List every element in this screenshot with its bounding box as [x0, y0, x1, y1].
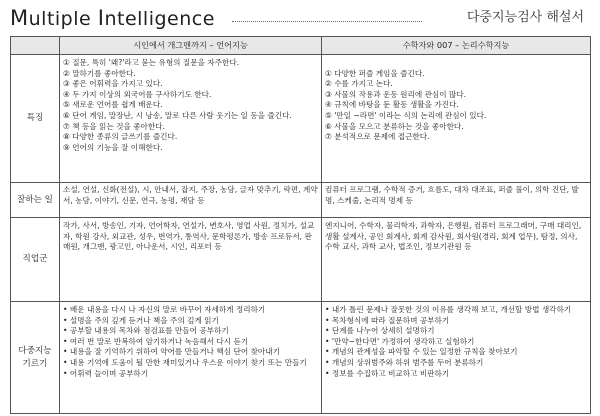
list-item: • 내가 틀린 문제나 잘못한 것의 이유를 생각해 보고, 개선할 방법 생각하기	[325, 305, 587, 316]
list-item: ③ 좋은 어휘력을 가지고 있다.	[63, 79, 163, 89]
list-item: ⑨ 언어의 기능을 잘 이해한다.	[63, 142, 163, 152]
list-item: • 공부할 내용의 목차와 점검표를 만들어 공부하기	[63, 326, 318, 337]
dotted-leader	[232, 21, 422, 22]
list-item: • 단계를 나누어 상세히 설명하기	[325, 326, 587, 337]
good-at-linguistic: 소설, 연설, 신화(전설), 시, 안내서, 잡지, 주장, 농담, 글자 맞추기, 락편, 계약서, 농담, 이야기, 신문, 연극, 농평, 재담 등	[60, 183, 322, 218]
title-letter-i: I	[97, 6, 105, 30]
list-item: • 목차형식에 따라 질문하며 공부하기	[325, 316, 587, 327]
traits-label: 특징	[11, 55, 60, 183]
traits-row	[11, 55, 591, 183]
page-subtitle: 다중지능검사 해설서	[466, 10, 584, 25]
list-item: ⑤ 새로운 언어를 쉽게 배운다.	[63, 100, 163, 110]
list-item: • 여러 번 말로 반복하여 암기하거나 녹음해서 다시 듣기	[63, 337, 318, 348]
list-item: ⑦ 책 등을 읽는 것을 좋아한다.	[63, 121, 165, 131]
traits-logical	[322, 55, 591, 183]
intelligence-table	[10, 36, 591, 414]
list-item: ④ 두 가지 이상의 외국어를 구사하기도 한다.	[63, 89, 212, 99]
list-item: ④ 규칙에 바탕을 둔 활동 생활을 가진다.	[325, 100, 459, 110]
list-item: ⑥ 단어 게임, 말장난, 시 낭송, 말로 다른 사람 웃기는 일 등을 즐긴다.	[63, 110, 292, 120]
list-item: ⑤ '만일 ~라면' 이라는 식의 논리에 관심이 있다.	[325, 110, 487, 120]
list-item: • 어휘력 늘이며 공부하기	[63, 369, 318, 380]
title-part-1: ultiple	[28, 8, 98, 30]
good-at-logical: 컴퓨터 프로그램, 수학적 증거, 흐름도, 대차 대조표, 퍼즐 풀이, 의학 진단, 발명, 스케줄, 논리적 명제 등	[322, 183, 591, 218]
list-item: • 정보를 수집하고 비교하고 비판하기	[325, 369, 587, 380]
list-item: ③ 사물의 작용과 운동 원리에 관심이 많다.	[325, 89, 467, 99]
page-header	[10, 4, 590, 32]
jobs-label: 직업군	[11, 218, 60, 302]
list-item: ① 다양한 퍼즐 게임을 즐긴다.	[325, 68, 425, 78]
jobs-row	[11, 218, 591, 302]
traits-linguistic	[60, 55, 322, 183]
list-item: ⑥ 사물을 모으고 분류하는 것을 좋아한다.	[325, 121, 464, 131]
develop-linguistic	[60, 302, 322, 414]
logical-header: 수학자와 007 – 논리수학지능	[322, 37, 591, 55]
good-at-row	[11, 183, 591, 218]
page-title	[10, 4, 215, 33]
title-letter-m: M	[10, 6, 29, 30]
develop-row	[11, 302, 591, 414]
list-item: ① 질문, 특히 '왜?'라고 묻는 유형의 질문을 자주한다.	[63, 58, 240, 67]
list-item: ⑧ 다양한 종류의 글쓰기를 즐긴다.	[63, 132, 178, 142]
corner-cell	[11, 37, 60, 55]
jobs-linguistic: 작가, 사서, 방송인, 기자, 언어학자, 연설가, 변호사, 영업 사원, 정치가, 설교자, 학원 강사, 외교관, 성우, 번역가, 통역사, 문학평론가, 방송 프로듀서, 판매원, 개그맨, 광고인, 아나운서, 시인, 리포터 등	[60, 218, 322, 302]
list-item: • 설명을 주의 깊게 듣거나 책을 주의 깊게 읽기	[63, 316, 318, 327]
jobs-logical: 엔지니어, 수학자, 물리학자, 과학자, 은행원, 컴퓨터 프로그래머, 구매 대리인, 생활 설계사, 공인 회계사, 회계 감사원, 회사원(경리, 회계 업무), 탐정, 의사, 수학 교사, 과학 교사, 법조인, 정보기관원 등	[322, 218, 591, 302]
title-part-2: ntelligence	[104, 8, 215, 30]
list-item: • 내용을 잘 기억하기 위하여 약어를 만들거나 핵심 단어 찾아내기	[63, 347, 318, 358]
linguistic-header: 시인에서 개그맨까지 – 언어지능	[60, 37, 322, 55]
good-at-label: 잘하는 일	[11, 183, 60, 218]
list-item: ⑦ 분석적으로 문제에 접근한다.	[325, 132, 430, 142]
list-item: ② 말하기를 좋아한다.	[63, 68, 136, 78]
develop-label: 다중지능 기르기	[11, 302, 60, 414]
list-item: • 개념의 관계성을 파악할 수 있는 일정한 규칙을 찾아보기	[325, 347, 587, 358]
table-header-row	[11, 37, 591, 55]
develop-logical	[322, 302, 591, 414]
list-item: • '만약~한다면' 가정하여 생각하고 실험하기	[325, 337, 587, 348]
list-item: • 개념의 상위범주와 하위 범주를 두어 분류하기	[325, 358, 587, 369]
list-item: • 배운 내용을 다시 나 자신의 말로 바꾸어 자세하게 정리하기	[63, 305, 318, 316]
list-item: • 내용 기억에 도움이 될 만한 재미있거나 우스운 이야기 찾기 또는 만들기	[63, 358, 318, 369]
list-item	[325, 58, 587, 69]
list-item: ② 수를 가지고 논다.	[325, 79, 393, 89]
